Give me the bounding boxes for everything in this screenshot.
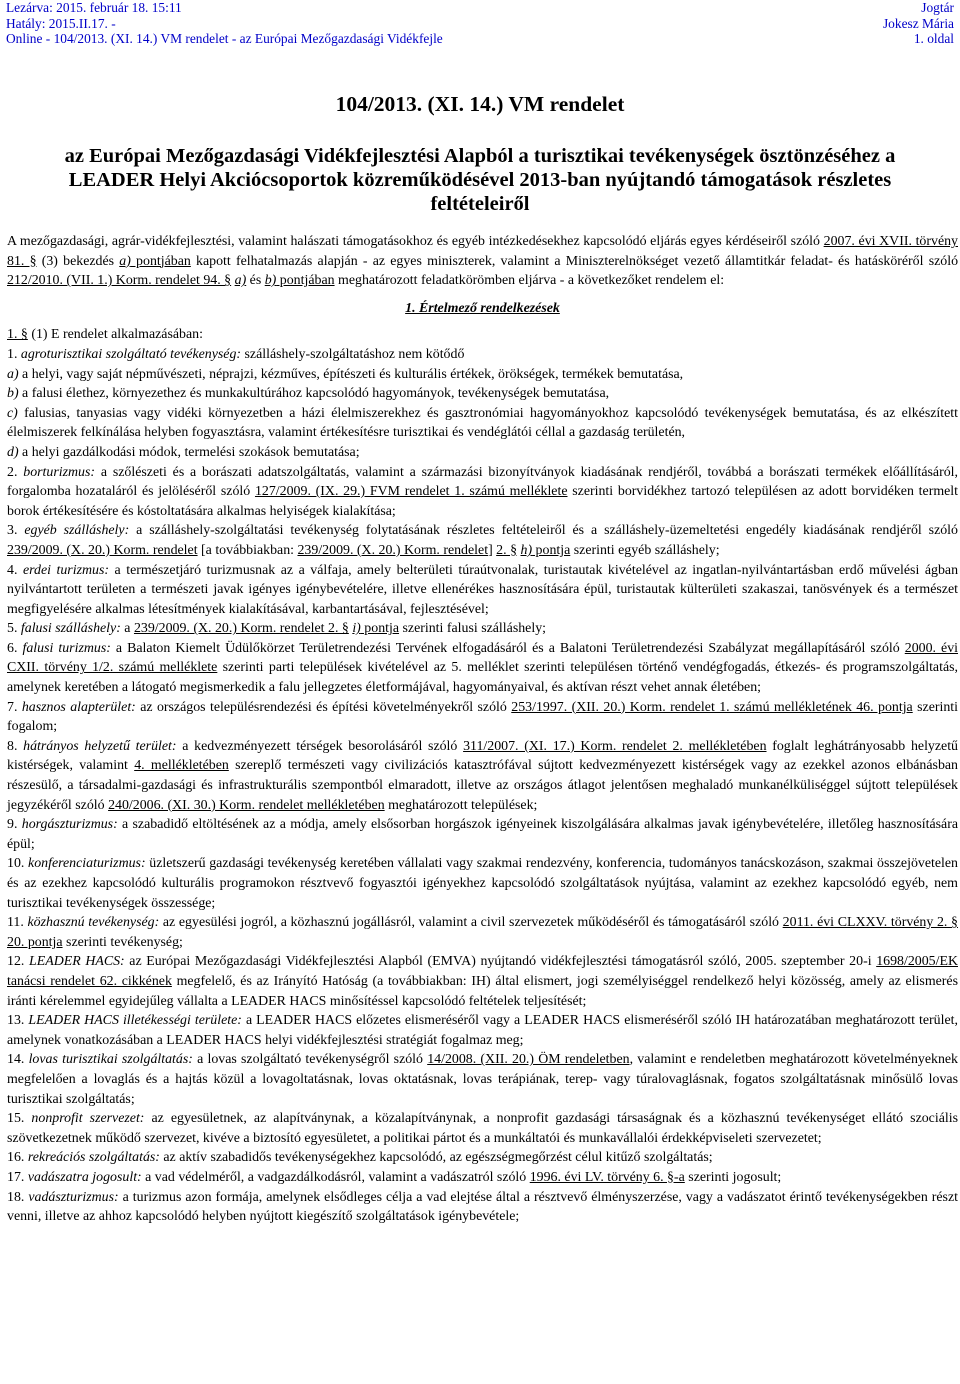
item-number: 16. [7, 1150, 28, 1166]
definition-item [7, 854, 958, 913]
subitem-letter: b) [7, 386, 19, 402]
definition-subitem [7, 384, 958, 404]
legal-reference-link[interactable]: pontja [532, 542, 571, 558]
definition-text: az Európai Mezőgazdasági Vidékfejlesztési Alapból (EMVA) nyújtandó vidékfejlesztési támogatásról szóló, 2005. szeptember 20-i [124, 954, 877, 970]
preamble-text: és [246, 273, 265, 289]
definition-text: ] [488, 542, 497, 558]
definition-text: az országos településrendezési és építési követelményekről szóló [135, 699, 512, 715]
defined-term: LEADER HACS: [29, 954, 125, 970]
subitem-letter: c) [7, 405, 18, 421]
point-reference-link[interactable]: a) [119, 253, 131, 269]
defined-term: borturizmus: [23, 464, 96, 480]
definition-text: szerinti parti települések kivételével az 5. melléklet szerinti településen történő vendégfogadás, étkezés- és programszolgáltatás, amelynek keretében a látogató megismerkedik a falu jellegzetes életformájával, hagyományaival, és aktívan részt vehet annak életében; [7, 660, 958, 696]
chapter-heading [7, 299, 958, 319]
definition-text: a lovas szolgáltató tevékenységről szóló [192, 1052, 428, 1068]
preamble [7, 232, 958, 291]
point-reference-link[interactable]: b) [264, 273, 277, 289]
legal-reference-link[interactable]: pontja [360, 621, 400, 637]
definition-item [7, 345, 958, 365]
defined-term: falusi turizmus: [22, 640, 111, 656]
legal-reference-link[interactable]: 311/2007. (XI. 17.) Korm. rendelet 2. mellékletében [463, 738, 767, 754]
user-name: Jokesz Mária [882, 15, 954, 31]
definition-text: a kedvezményezett térségek besorolásáról szóló [176, 738, 464, 754]
definition-text: az aktív szabadidős tevékenységekhez kapcsolódó, az egészségmegőrzést célul kitűző szolgáltatás; [159, 1150, 713, 1166]
definition-text: a LEADER HACS előzetes elismeréséről vagy a LEADER HACS elismeréséről szóló IH határozatában meghatározott terület, amelynek vonatkozásában a LEADER HACS helyi vidékfejlesztési stratégiát fogalmaz meg; [7, 1013, 958, 1048]
legal-reference-link[interactable]: 239/2009. (X. 20.) Korm. rendelet 2. § [133, 621, 349, 637]
definition-text: szerinti tevékenység; [62, 934, 183, 950]
section-number-link[interactable]: 1. § [7, 327, 28, 343]
definition-subitem [7, 443, 958, 463]
preamble-text: meghatározott feladatkörömben eljárva - a következőket rendelem el: [334, 273, 725, 289]
defined-term: nonprofit szervezet: [31, 1111, 145, 1127]
regulation-body [7, 232, 958, 1227]
item-number: 5. [7, 621, 21, 637]
item-number: 13. [7, 1013, 29, 1029]
item-number: 10. [7, 856, 29, 872]
definition-text: szerinti egyéb szálláshely; [570, 542, 720, 558]
definition-text: szerinti borvidékhez tartozó településen az adott borvidéken termelt borok értékesítésére és kóstoltatására alkalmas helyiségek kialakítása; [7, 484, 959, 519]
point-reference-link[interactable]: pontjában [276, 273, 335, 289]
legal-reference-link[interactable]: i) [352, 621, 361, 637]
regulation-title: 104/2013. (XI. 14.) VM rendelet [335, 92, 625, 116]
definition-item [7, 639, 958, 698]
definition-item [7, 463, 958, 522]
definition-text: az egyesülési jogról, a közhasznú jogállásról, valamint a civil szervezetek működéséről és támogatásáról szóló [159, 915, 783, 931]
defined-term: rekreációs szolgáltatás: [27, 1150, 160, 1166]
definition-text: szerinti falusi szálláshely; [399, 621, 546, 637]
subitem-letter: a) [7, 366, 19, 382]
definition-item [7, 1109, 958, 1148]
defined-term: falusi szálláshely: [20, 621, 121, 637]
section-1 [7, 325, 958, 345]
publisher-name: Jogtár [921, 0, 954, 15]
item-number: 3. [7, 523, 25, 539]
legal-reference-link[interactable]: 14/2008. (XII. 20.) ÖM rendeletben [427, 1052, 630, 1068]
defined-term: vadászturizmus: [28, 1189, 119, 1205]
definition-text: szerinti jogosult; [684, 1169, 782, 1185]
definition-item [7, 913, 958, 952]
legal-reference-link[interactable]: 239/2009. (X. 20.) Korm. rendelet [297, 542, 489, 558]
definition-text: a szabadidő eltöltésének az a módja, amely elsősorban horgászok igényeinek kiszolgálására alkalmas javak igénybevételére, illetőleg hasznosítására épül; [7, 817, 958, 852]
item-number: 9. [7, 817, 22, 833]
legal-reference-link[interactable]: 2011. évi CLXXV. törvény 2. § 20. pontja [7, 915, 958, 950]
item-number: 17. [7, 1169, 28, 1185]
decree-reference-link[interactable]: 212/2010. (VII. 1.) Korm. rendelet 94. § [7, 273, 232, 289]
item-number: 12. [7, 954, 29, 970]
legal-reference-link[interactable]: 253/1997. (XII. 20.) Korm. rendelet 1. számú mellékletének 46. pontja [511, 699, 913, 715]
definition-item [7, 952, 958, 1011]
definition-text: a természetjáró turizmusnak az a válfaja, amely belterületi túraútvonalak, turistautak kivételével az ingatlan-nyilvántartásban erdő művelési ágban nyilvántartott területen a természeti javak igényes igénybevételére, illetve ellenérékes hasznosítására épül, turistautak külterületi szakaszai, tanösvények és a természet megfigyelésére alkalmas létesítmények kialakításával, karbantartásával, fejlesztésével; [7, 562, 959, 617]
item-number: 18. [7, 1189, 29, 1205]
definition-text: a helyi, vagy saját népművészeti, néprajzi, kézműves, építészeti és kulturális értékek, örökségek, termékek bemutatása, [18, 366, 684, 382]
legal-reference-link[interactable]: 2000. évi CXII. törvény 1/2. számú melléklete [7, 640, 959, 676]
online-source-title: Online - 104/2013. (XI. 14.) VM rendelet - az Európai Mezőgazdasági Vidékfejle [6, 31, 443, 46]
definition-text: szereplő természeti vagy civilizációs katasztrófával sújtott kedvezményezett kistérségek vagy az ezekkel azonos elbánásban részesülő, a társadalmi-gazdasági és infrastrukturális szempontból elmaradott, illetve az országos átlagot jelentősen meghaladó munkanélküliséggel sújtott települések jegyzékéről szóló [7, 758, 958, 813]
legal-reference-link[interactable]: h) [520, 542, 533, 558]
definition-text: foglalt leghátrányosabb helyzetű kistérségek, valamint [7, 738, 959, 774]
point-reference-link[interactable]: a) [234, 273, 247, 289]
item-number: 8. [7, 738, 24, 754]
definition-text: a [120, 621, 134, 637]
definition-text: a szőlészeti és a borászati adatszolgáltatás, valamint a származási bizonyítványok kiadásának rendjéről, továbbá a borászati termékek előállításáról, forgalomba hozataláról és jelöléséről szóló [7, 464, 959, 500]
defined-term: konferenciaturizmus: [28, 856, 146, 872]
definition-item [7, 1188, 958, 1227]
preamble-text: (3) bekezdés [36, 253, 120, 269]
defined-term: közhasznú tevékenység: [27, 915, 160, 931]
legal-reference-link[interactable]: 2. § [496, 542, 518, 558]
legal-reference-link[interactable]: 127/2009. (IX. 29.) FVM rendelet 1. számú melléklete [254, 484, 568, 500]
preamble-text: kapott felhatalmazás alapján - az egyes miniszterek, valamint a Miniszterelnökséget vezető államtitkár feladat- és hatásköréről szóló [190, 253, 959, 269]
definition-text: a Balaton Kiemelt Üdülőkörzet Területrendezési Tervének elfogadásáról és a Balatoni Területrendezési Szabályzat megállapításáról szóló [110, 640, 905, 656]
definition-item [7, 1011, 958, 1050]
definition-item [7, 1168, 958, 1188]
header-meta-left [6, 0, 443, 47]
defined-term: hasznos alapterület: [21, 699, 136, 715]
law-reference-link[interactable]: 2007. évi XVII. törvény 81. § [7, 234, 958, 269]
definition-text: az egyesületnek, az alapítványnak, a közalapítványnak, a nonprofit gazdasági társaságnak és a közhasznú tevékenységet ellátó szociális szövetkezetnek működő szervezet, kivéve a biztosító egyesületet, a politikai pártot és a munkáltatói és munkavállalói érdekképviseleti szervezetet; [7, 1111, 959, 1146]
item-number: 6. [7, 640, 23, 656]
effective-date: Hatály: 2015.II.17. - [6, 15, 116, 31]
definition-text: a helyi gazdálkodási módok, termelési szokások bemutatása; [18, 444, 360, 460]
point-reference-link[interactable]: pontjában [130, 253, 191, 269]
defined-term: egyéb szálláshely: [24, 523, 130, 539]
header-meta-right [883, 0, 954, 47]
defined-term: erdei turizmus: [22, 562, 109, 578]
definition-item [7, 619, 958, 639]
definition-item [7, 561, 958, 620]
definition-item [7, 815, 958, 854]
definition-text: szerinti fogalom; [7, 699, 959, 735]
preamble-text: A mezőgazdasági, agrár-vidékfejlesztési, valamint halászati támogatásokhoz és egyéb intézkedésekhez kapcsolódó eljárás egyes kérdéseiről szóló [7, 234, 824, 249]
item-number: 1. [7, 346, 21, 362]
definition-text: [a továbbiakban: [197, 542, 298, 558]
defined-term: lovas turisztikai szolgáltatás: [28, 1052, 193, 1068]
definition-text: a turizmus azon formája, amelynek elsődleges célja a vad elejtése által a résztvevő élményszerzése, vagy a vadászatot érintő tevékenységekben részt venni, illetve az ahhoz kapcsolódó helyben nyújtott kiegészítő szolgáltatások igénybevétele; [7, 1189, 958, 1225]
legal-reference-link[interactable]: 239/2009. (X. 20.) Korm. rendelet [7, 542, 198, 558]
definition-text: meghatározott települések; [384, 797, 538, 813]
page-number: 1. oldal [913, 31, 954, 46]
definition-text: a falusi élethez, környezethez és munkakultúrához kapcsolódó hagyományok, tevékenységek bemutatása, [18, 386, 610, 402]
definition-item [7, 1148, 958, 1168]
definition-item [7, 1050, 958, 1109]
item-number: 14. [7, 1052, 29, 1068]
definition-text: falusias, tanyasias vagy vidéki környezetben a házi élelmiszerekhez és gasztronómiai hagyományokhoz kapcsolódó tevékenységek bemutatása, és az elkészített élelmiszerek felkínálása helyben fogyasztásra, valamint értékesítésre turisztikai és vendéglátói céllal a gazdaság területén, [7, 405, 958, 441]
defined-term: hátrányos helyzetű terület: [23, 738, 177, 754]
definition-text: , valamint e rendeletben meghatározott követelményeknek megfelelően a lovaglás és a hajtás közül a lovagoltatásnak, lovas oktatásnak, lovas terápiának, terep- vagy túralovaglásnak, fogatos szolgáltatásnak minősülő lovas turisztikai szolgáltatás; [7, 1052, 959, 1107]
subitem-letter: d) [7, 444, 19, 460]
defined-term: LEADER HACS illetékességi területe: [28, 1013, 242, 1029]
definition-item [7, 737, 958, 815]
legal-reference-link[interactable]: 240/2006. (XI. 30.) Korm. rendelet mellékletében [108, 797, 385, 813]
item-number: 15. [7, 1111, 32, 1127]
item-number: 7. [7, 699, 22, 715]
definition-text: megfelelő, és az Irányító Hatóság (a továbbiakban: IH) által elismert, jogi személyiséggel rendelkező helyi közösség, amely az elismerés iránti kérelemmel egyidejűleg vállalta a LEADER HACS minősítéssel kapcsolódó feltételek teljesítését; [7, 973, 958, 1009]
defined-term: horgászturizmus: [21, 817, 118, 833]
item-number: 2. [7, 464, 24, 480]
legal-reference-link[interactable]: 1698/2005/EK tanácsi rendelet 62. cikkének [7, 954, 958, 989]
definition-subitem [7, 365, 958, 385]
document-header [0, 0, 960, 46]
regulation-subtitle: az Európai Mezőgazdasági Vidékfejlesztési Alapból a turisztikai tevékenységek ösztönzéséhez a LEADER Helyi Akciócsoportok közreműködésével 2013-ban nyújtandó támogatások részletes feltételeiről [64, 145, 896, 215]
chapter-title: 1. Értelmező rendelkezések [405, 300, 560, 316]
definition-item [7, 698, 958, 737]
legal-reference-link[interactable]: 1996. évi LV. törvény 6. §-a [529, 1169, 685, 1185]
definition-subitem [7, 404, 958, 443]
item-number: 11. [7, 915, 28, 931]
definition-text: üzletszerű gazdasági tevékenység keretében vállalati vagy szakmai rendezvény, konferencia, tudományos tanácskozáson, szakmai összejövetelen és az ezekhez kapcsolódó kulturális programokon résztvevő fogyasztói igényekhez kapcsolódó szolgáltatások nyújtása, valamint az ezekhez kapcsolódó egyéb, nem turisztikai tevékenységek összessége; [7, 856, 958, 911]
item-number: 4. [7, 562, 23, 578]
section-text: (1) E rendelet alkalmazásában: [27, 327, 203, 343]
definition-item [7, 521, 958, 560]
legal-reference-link[interactable]: 4. mellékletében [134, 758, 229, 774]
definition-text: a szálláshely-szolgáltatási tevékenység folytatásának részletes feltételeiről és a szálláshely-üzemeltetési engedély kiadásának rendjéről szóló [129, 523, 958, 539]
defined-term: vadászatra jogosult: [27, 1169, 142, 1185]
defined-term: agroturisztikai szolgáltató tevékenység: [20, 346, 242, 362]
definition-text: a vad védelméről, a vadgazdálkodásról, valamint a vadászatról szóló [141, 1169, 530, 1185]
definition-text: szálláshely-szolgáltatáshoz nem kötődő [241, 346, 465, 362]
closing-date: Lezárva: 2015. február 18. 15:11 [6, 0, 182, 15]
